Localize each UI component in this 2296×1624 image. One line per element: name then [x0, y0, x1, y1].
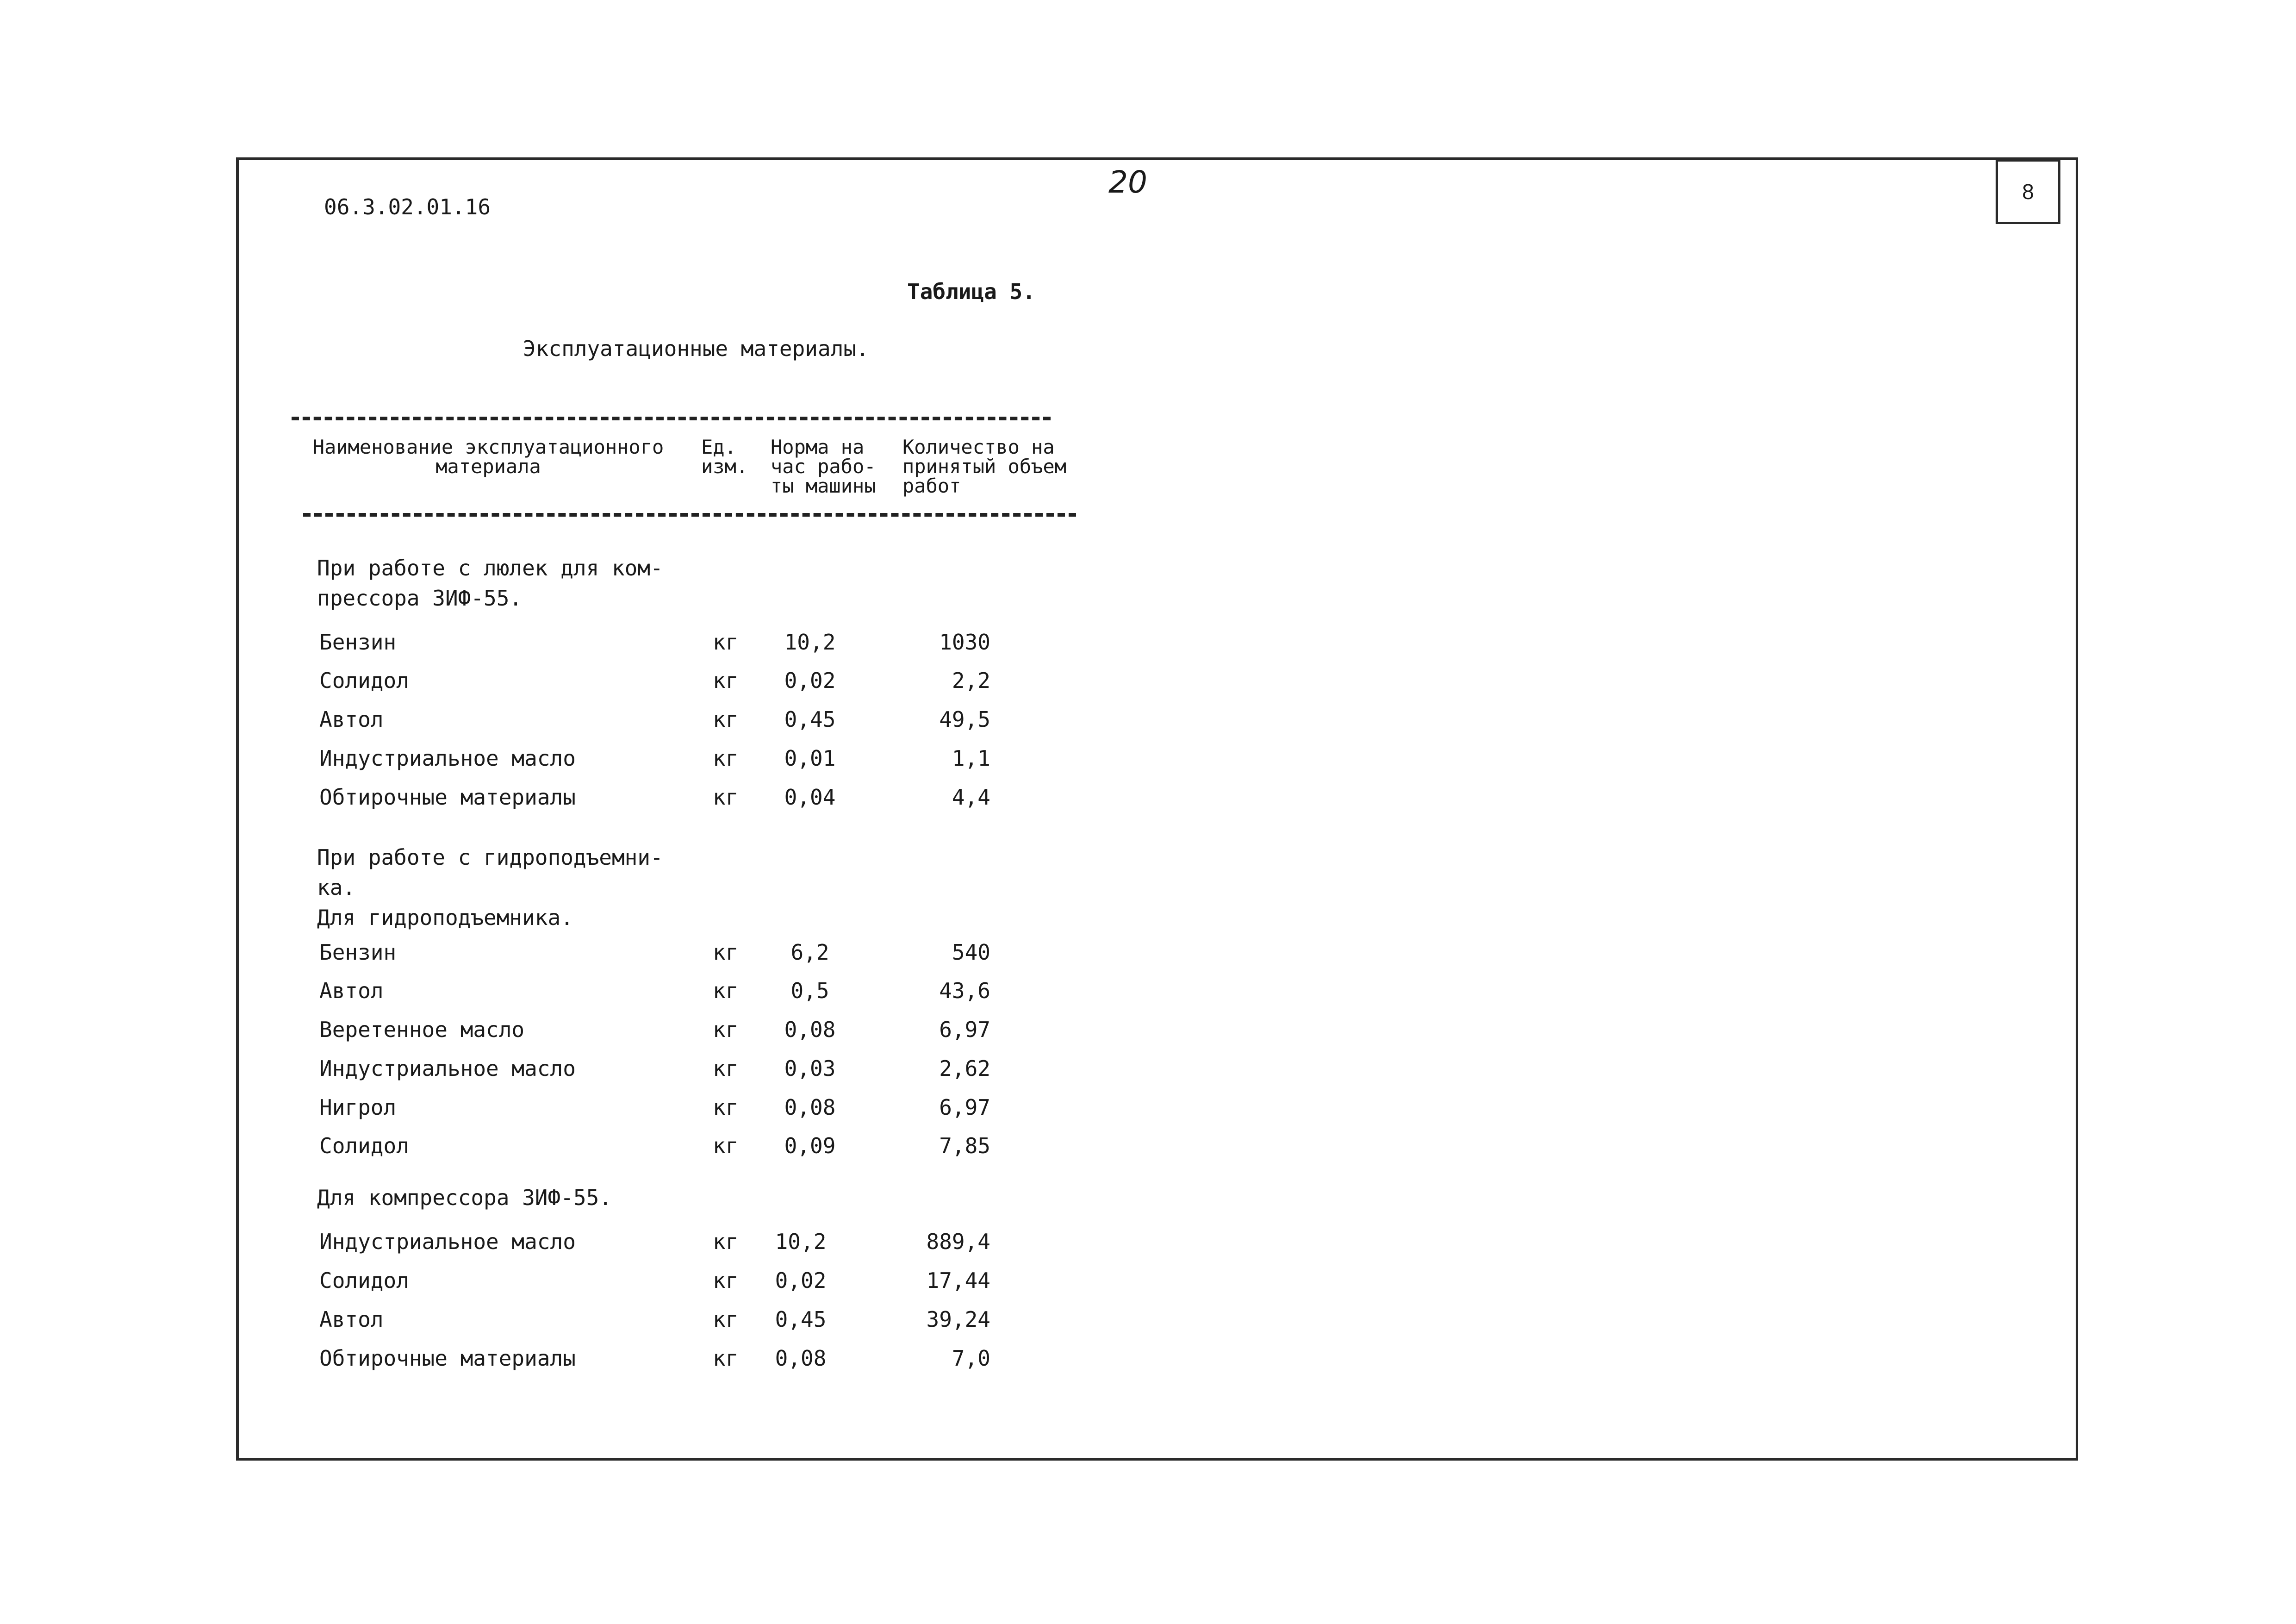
section-heading: При работе с гидроподъемни-: [317, 845, 663, 870]
quantity-cell: 49,5: [939, 707, 990, 732]
unit-cell: кг: [713, 1133, 739, 1158]
material-name: Автол: [319, 1307, 384, 1332]
norm-cell: 0,45: [784, 707, 836, 732]
norm-cell: 0,02: [784, 668, 836, 693]
norm-cell: 6,2: [790, 940, 829, 965]
material-name: Индустриальное масло: [319, 746, 576, 771]
material-name: Автол: [319, 707, 384, 732]
unit-cell: кг: [713, 1095, 739, 1120]
unit-cell: кг: [713, 785, 739, 810]
norm-cell: 0,03: [784, 1056, 836, 1081]
norm-cell: 0,04: [784, 785, 836, 810]
unit-cell: кг: [713, 1307, 739, 1332]
section-heading: прессора ЗИФ-55.: [317, 586, 523, 611]
column-header-name: Наименование эксплуатационного материала: [312, 436, 664, 478]
unit-cell: кг: [713, 707, 739, 732]
material-name: Автол: [319, 978, 384, 1003]
unit-cell: кг: [713, 1229, 739, 1254]
norm-cell: 10,2: [784, 630, 836, 655]
material-name: Индустриальное масло: [319, 1056, 576, 1081]
material-name: Солидол: [319, 1268, 409, 1293]
table-title: Эксплуатационные материалы.: [523, 336, 869, 361]
material-name: Солидол: [319, 668, 409, 693]
sheet-number: 8: [2022, 180, 2034, 204]
quantity-cell: 1,1: [952, 746, 990, 771]
quantity-cell: 889,4: [926, 1229, 990, 1254]
unit-cell: кг: [713, 1056, 739, 1081]
unit-cell: кг: [713, 1346, 739, 1371]
norm-cell: 0,45: [775, 1307, 827, 1332]
sheet-number-box: [1996, 159, 2060, 224]
norm-cell: 0,09: [784, 1133, 836, 1158]
material-name: Бензин: [319, 630, 397, 655]
column-header-qty: Количество на принятый объем работ: [902, 436, 1067, 497]
norm-cell: 0,02: [775, 1268, 827, 1293]
column-header-norm: Норма на час рабо- ты машины: [771, 436, 876, 497]
header-bottom-rule: [303, 513, 1076, 517]
quantity-cell: 39,24: [926, 1307, 990, 1332]
norm-cell: 0,08: [775, 1346, 827, 1371]
material-name: Солидол: [319, 1133, 409, 1158]
unit-cell: кг: [713, 978, 739, 1003]
unit-cell: кг: [713, 1017, 739, 1042]
quantity-cell: 43,6: [939, 978, 990, 1003]
table-number: Таблица 5.: [907, 279, 1035, 304]
quantity-cell: 2,2: [952, 668, 990, 693]
unit-cell: кг: [713, 1268, 739, 1293]
material-name: Нигрол: [319, 1095, 397, 1120]
header-top-rule: [292, 417, 1051, 420]
quantity-cell: 7,85: [939, 1133, 990, 1158]
norm-cell: 0,5: [790, 978, 829, 1003]
norm-cell: 0,01: [784, 746, 836, 771]
unit-cell: кг: [713, 940, 739, 965]
quantity-cell: 6,97: [939, 1095, 990, 1120]
unit-cell: кг: [713, 630, 739, 655]
document-code: 06.3.02.01.16: [324, 194, 491, 219]
section-heading: При работе с люлек для ком-: [317, 556, 663, 581]
material-name: Индустриальное масло: [319, 1229, 576, 1254]
material-name: Веретенное масло: [319, 1017, 525, 1042]
quantity-cell: 4,4: [952, 785, 990, 810]
quantity-cell: 7,0: [952, 1346, 990, 1371]
norm-cell: 0,08: [784, 1095, 836, 1120]
quantity-cell: 17,44: [926, 1268, 990, 1293]
quantity-cell: 540: [952, 940, 990, 965]
quantity-cell: 1030: [939, 630, 990, 655]
quantity-cell: 2,62: [939, 1056, 990, 1081]
material-name: Обтирочные материалы: [319, 1346, 576, 1371]
unit-cell: кг: [713, 746, 739, 771]
section-heading: Для гидроподъемника.: [317, 905, 573, 930]
material-name: Обтирочные материалы: [319, 785, 576, 810]
material-name: Бензин: [319, 940, 397, 965]
section-heading: ка.: [317, 875, 356, 900]
quantity-cell: 6,97: [939, 1017, 990, 1042]
column-header-unit: Ед. изм.: [701, 436, 748, 478]
norm-cell: 0,08: [784, 1017, 836, 1042]
section-heading: Для компрессора ЗИФ-55.: [317, 1185, 612, 1210]
unit-cell: кг: [713, 668, 739, 693]
page-number: 20: [1108, 164, 1147, 200]
norm-cell: 10,2: [775, 1229, 827, 1254]
